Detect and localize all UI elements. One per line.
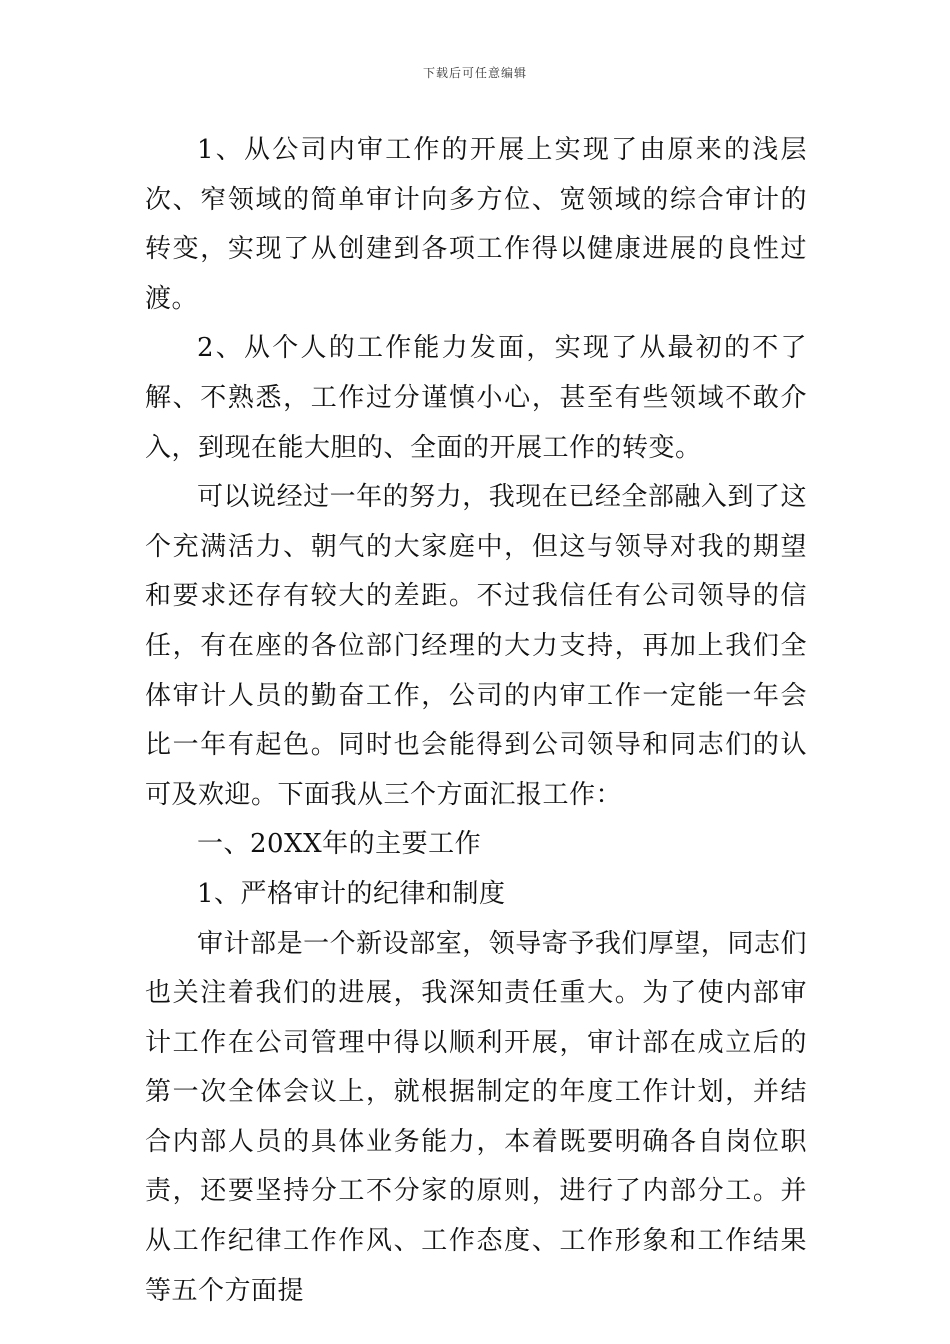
document-body xyxy=(145,126,807,1316)
paragraph: 1、从公司内审工作的开展上实现了由原来的浅层次、窄领域的简单审计向多方位、宽领域的综合审计的转变，实现了从创建到各项工作得以健康进展的良性过渡。 xyxy=(145,135,807,314)
page-header: 下载后可任意编辑 xyxy=(422,66,527,80)
paragraph: 可以说经过一年的努力，我现在已经全部融入到了这个充满活力、朝气的大家庭中，但这与领导对我的期望和要求还存有较大的差距。不过我信任有公司领导的信任，有在座的各位部门经理的大力支持，再加上我们全体审计人员的勤奋工作，公司的内审工作一定能一年会比一年有起色。同时也会能得到公司领导和同志们的认可及欢迎。下面我从三个方面汇报工作： xyxy=(145,482,807,810)
subsection-heading: 1、严格审计的纪律和制度 xyxy=(197,878,506,909)
paragraph: 2、从个人的工作能力发面，实现了从最初的不了解、不熟悉，工作过分谨慎小心，甚至有些领域不敢介入，到现在能大胆的、全面的开展工作的转变。 xyxy=(145,333,807,463)
paragraph: 审计部是一个新设部室，领导寄予我们厚望，同志们也关注着我们的进展，我深知责任重大。为了使内部审计工作在公司管理中得以顺利开展，审计部在成立后的第一次全体会议上，就根据制定的年度工作计划，并结合内部人员的具体业务能力，本着既要明确各自岗位职责，还要坚持分工不分家的原则，进行了内部分工。并从工作纪律工作作风、工作态度、工作形象和工作结果等五个方面提 xyxy=(145,928,807,1306)
section-heading: 一、20XX年的主要工作 xyxy=(197,829,482,860)
